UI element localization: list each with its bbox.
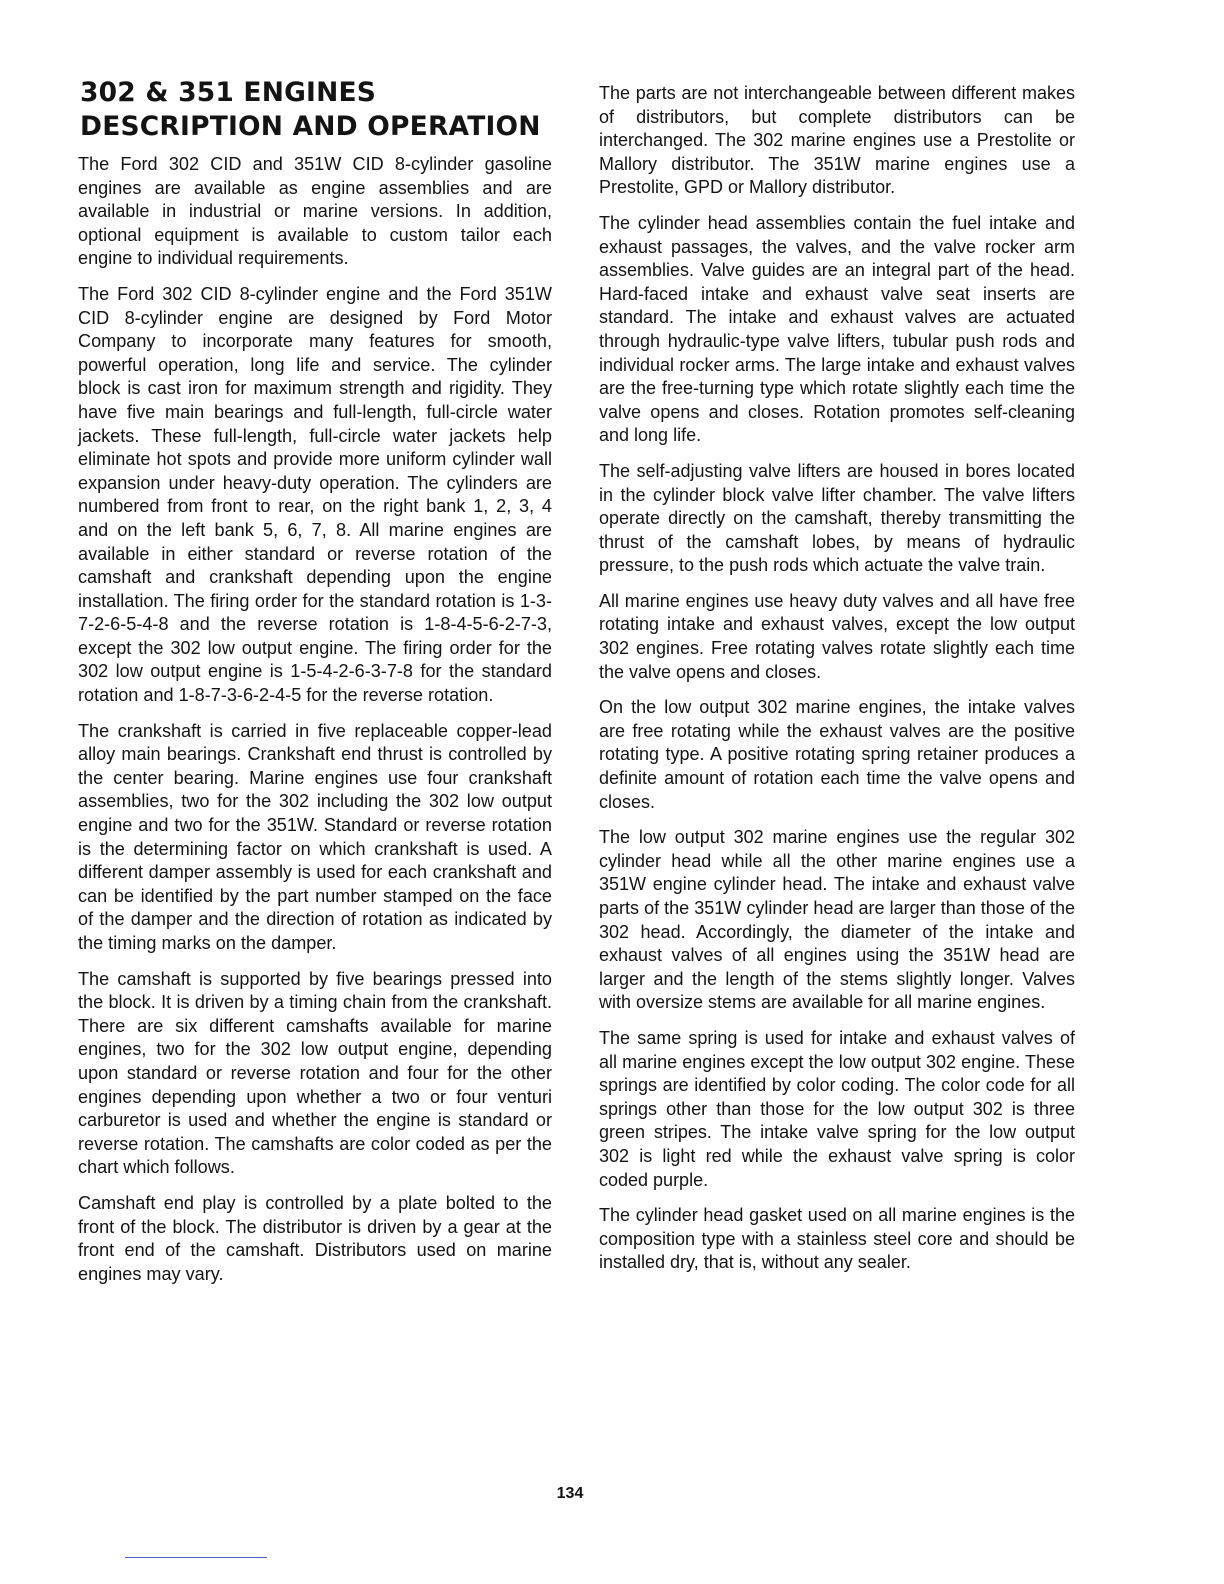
left-column [78, 76, 552, 1298]
paragraph-distributors: The parts are not interchangeable between different makes of distributors, but complete distributors can be interchanged. The 302 marine engines use a Prestolite or Mallory distributor. The 351W marine engines use a Prestolite, GPD or Mallory distributor. [599, 83, 1075, 198]
paragraph-camshaft-end-play: Camshaft end play is controlled by a plate bolted to the front of the block. The distributor is driven by a gear at the front end of the camshaft. Distributors used on marine engines may vary. [78, 1192, 552, 1284]
title-line-1: 302 & 351 ENGINES [80, 77, 377, 108]
title-line-2: DESCRIPTION AND OPERATION [80, 111, 541, 142]
paragraph-camshaft: The camshaft is supported by five bearings pressed into the block. It is driven by a timing chain from the crankshaft. There are six different camshafts available for marine engines, two for the 302 low output engine, depending upon standard or reverse rotation and four for the other engines depending upon whether a two or four venturi carburetor is used and whether the engine is standard or reverse rotation. The camshafts are color coded as per the chart which follows. [78, 968, 552, 1178]
footer-rule [125, 1557, 267, 1558]
paragraph-cylinder-head-parts: The low output 302 marine engines use the regular 302 cylinder head while all the other marine engines use a 351W engine cylinder head. The intake and exhaust valve parts of the 351W cylinder head are larger than those of the 302 head. Accordingly, the diameter of the intake and exhaust valves of all engines using the 351W head are larger and the length of the stems slightly longer. Valves with oversize stems are available for all marine engines. [599, 827, 1075, 1013]
paragraph-crankshaft: The crankshaft is carried in five replaceable copper-lead alloy main bearings. Crankshaft end thrust is controlled by the center bearing. Marine engines use four crankshaft assemblies, two for the 302 including the 302 low output engine and two for the 351W. Standard or reverse rotation is the determining factor on which crankshaft is used. A different damper assembly is used for each crankshaft and can be identified by the part number stamped on the face of the damper and the direction of rotation as indicated by the timing marks on the damper. [78, 720, 552, 953]
paragraph-intro: The Ford 302 CID and 351W CID 8-cylinder gasoline engines are available as engine assemblies and are available in industrial or marine versions. In addition, optional equipment is available to custom tailor each engine to individual requirements. [78, 154, 552, 269]
paragraph-heavy-duty-valves: All marine engines use heavy duty valves and all have free rotating intake and exhaust valves, except the low output 302 engines. Free rotating valves rotate slightly each time the valve opens and closes. [599, 590, 1075, 682]
paragraph-low-output-valves: On the low output 302 marine engines, the intake valves are free rotating while the exhaust valves are the positive rotating type. A positive rotating spring retainer produces a definite amount of rotation each time the valve opens and closes. [599, 697, 1075, 812]
paragraph-cylinder-head: The cylinder head assemblies contain the fuel intake and exhaust passages, the valves, and the valve rocker arm assemblies. Valve guides are an integral part of the head. Hard-faced intake and exhaust valve seat inserts are standard. The intake and exhaust valves are actuated through hydraulic-type valve lifters, tubular push rods and individual rocker arms. The large intake and exhaust valves are the free-turning type which rotate slightly each time the valve opens and closes. Rotation promotes self-cleaning and long life. [599, 212, 1075, 446]
page-title [80, 76, 552, 144]
paragraph-valve-lifters: The self-adjusting valve lifters are housed in bores located in the cylinder block valve lifter chamber. The valve lifters operate directly on the camshaft, thereby transmitting the thrust of the camshaft lobes, by means of hydraulic pressure, to the push rods which actuate the valve train. [599, 460, 1075, 576]
paragraph-engine-design: The Ford 302 CID 8-cylinder engine and the Ford 351W CID 8-cylinder engine are designed by Ford Motor Company to incorporate many features for smooth, powerful operation, long life and service. The cylinder block is cast iron for maximum strength and rigidity. They have five main bearings and full-length, full-circle water jackets. These full-length, full-circle water jackets help eliminate hot spots and provide more uniform cylinder wall expansion under heavy-duty operation. The cylinders are numbered from front to rear, on the right bank 1, 2, 3, 4 and on the left bank 5, 6, 7, 8. All marine engines are available in either standard or reverse rotation of the camshaft and crankshaft depending upon the engine installation. The firing order for the standard rotation is 1-3-7-2-6-5-4-8 and the reverse rotation is 1-8-4-5-6-2-7-3, except the 302 low output engine. The firing order for the 302 low output engine is 1-5-4-2-6-3-7-8 for the standard rotation and 1-8-7-3-6-2-4-5 for the reverse rotation. [78, 283, 552, 706]
paragraph-head-gasket: The cylinder head gasket used on all marine engines is the composition type with a stainless steel core and should be installed dry, that is, without any sealer. [599, 1205, 1075, 1273]
page-number: 134 [556, 1485, 584, 1502]
right-column [599, 82, 1075, 1287]
paragraph-valve-springs: The same spring is used for intake and exhaust valves of all marine engines except the low output 302 engine. These springs are identified by color coding. The color code for all springs other than those for the low output 302 is three green stripes. The intake valve spring for the low output 302 is light red while the exhaust valve spring is color coded purple. [599, 1027, 1075, 1190]
